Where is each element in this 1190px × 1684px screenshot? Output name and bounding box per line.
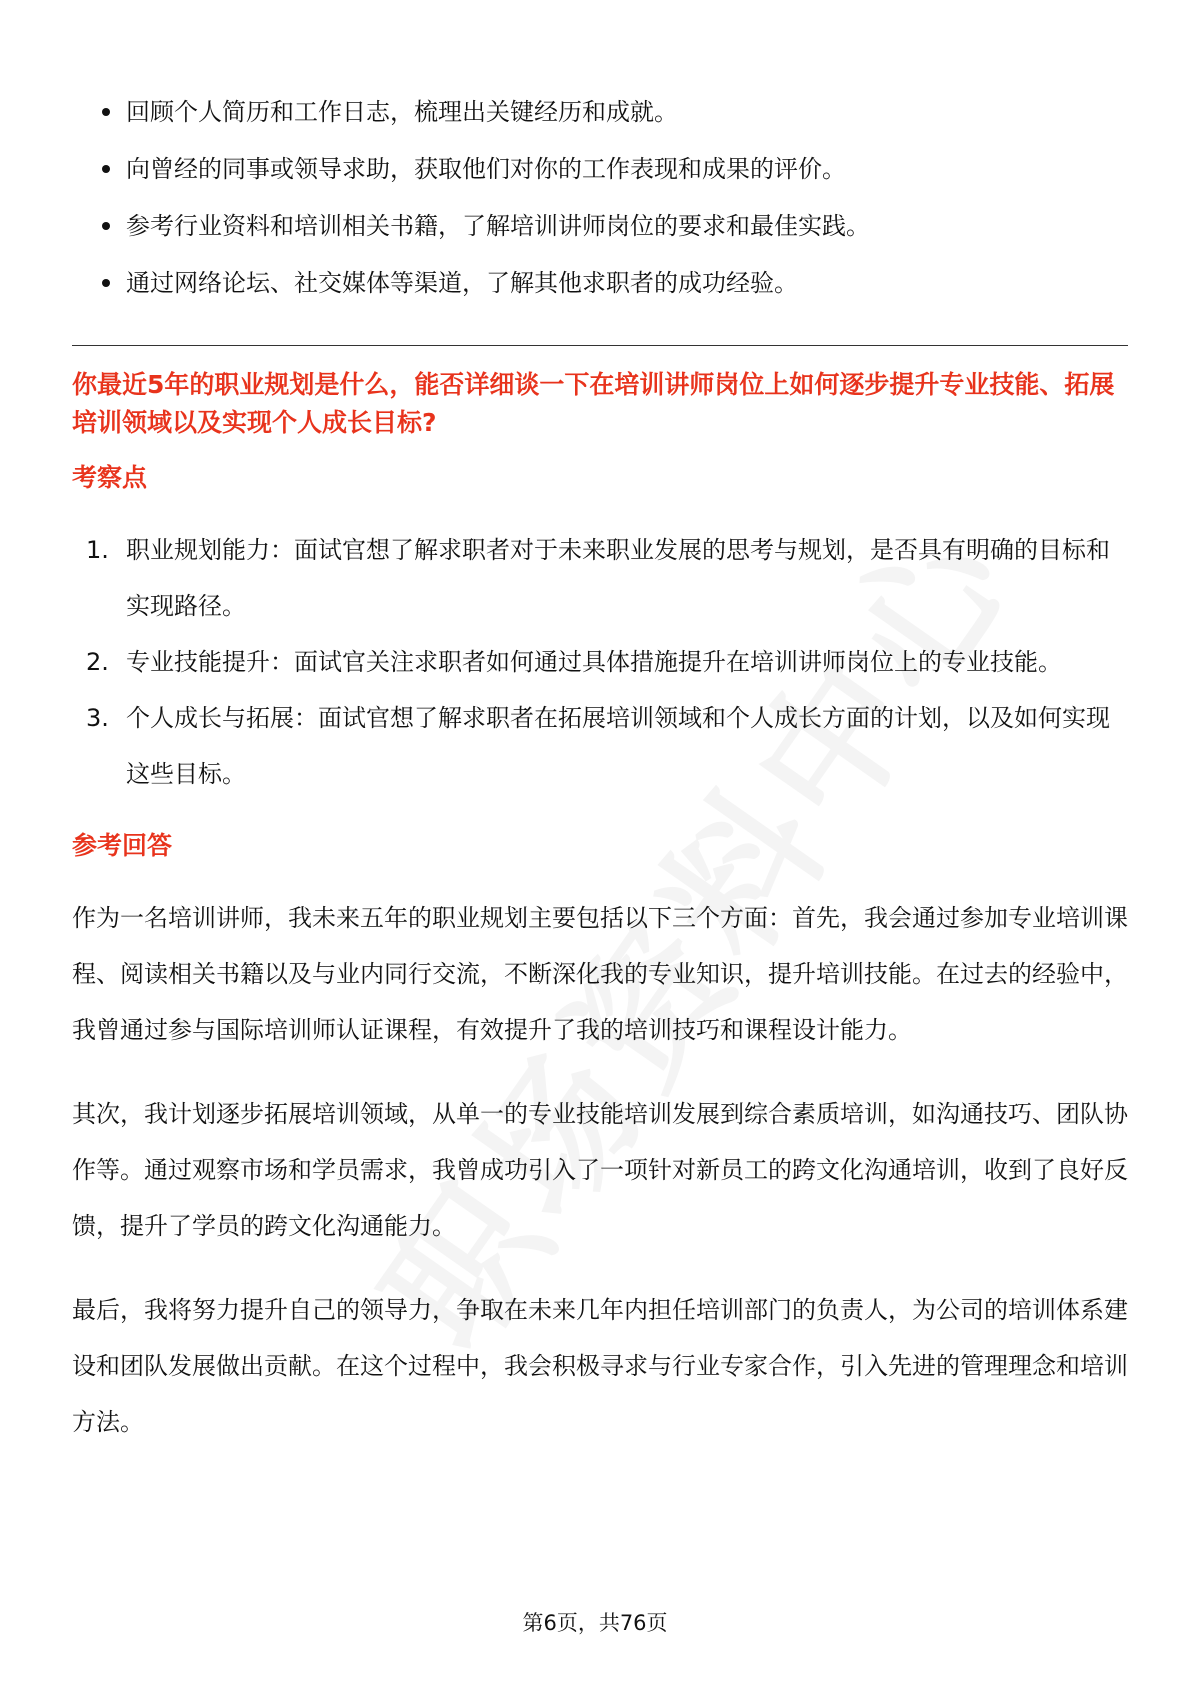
list-number: 1. — [86, 536, 109, 564]
bullet-dot-icon — [102, 279, 110, 287]
list-number: 2. — [86, 648, 109, 676]
list-item-text: 职业规划能力：面试官想了解求职者对于未来职业发展的思考与规划，是否具有明确的目标和实现路径。 — [126, 536, 1110, 620]
answer-paragraph: 作为一名培训讲师，我未来五年的职业规划主要包括以下三个方面：首先，我会通过参加专业培训课程、阅读相关书籍以及与业内同行交流，不断深化我的专业知识，提升培训技能。在过去的经验中，我曾通过参与国际培训师认证课程，有效提升了我的培训技巧和课程设计能力。 — [72, 904, 1128, 1044]
list-item-text: 向曾经的同事或领导求助，获取他们对你的工作表现和成果的评价。 — [126, 155, 846, 183]
list-item-text: 参考行业资料和培训相关书籍，了解培训讲师岗位的要求和最佳实践。 — [126, 212, 870, 240]
list-item — [72, 690, 1128, 802]
list-item-text: 个人成长与拓展：面试官想了解求职者在拓展培训领域和个人成长方面的计划，以及如何实现这些目标。 — [126, 704, 1110, 788]
section-divider — [72, 345, 1128, 346]
answer-paragraph: 最后，我将努力提升自己的领导力，争取在未来几年内担任培训部门的负责人，为公司的培训体系建设和团队发展做出贡献。在这个过程中，我会积极寻求与行业专家合作，引入先进的管理理念和培训方法。 — [72, 1296, 1128, 1436]
bullet-dot-icon — [102, 108, 110, 116]
interview-question: 你最近5年的职业规划是什么，能否详细谈一下在培训讲师岗位上如何逐步提升专业技能、拓展培训领域以及实现个人成长目标? — [72, 370, 1115, 437]
page-number: 第6页，共76页 — [522, 1611, 668, 1635]
list-item-text: 专业技能提升：面试官关注求职者如何通过具体措施提升在培训讲师岗位上的专业技能。 — [126, 648, 1062, 676]
bullet-list — [72, 95, 1128, 323]
list-item — [72, 95, 1128, 152]
list-item — [72, 266, 1128, 323]
bullet-dot-icon — [102, 222, 110, 230]
list-item — [72, 634, 1128, 690]
bullet-dot-icon — [102, 165, 110, 173]
answer-heading: 参考回答 — [72, 831, 173, 860]
page-content — [72, 95, 1128, 1450]
answer-paragraph: 其次，我计划逐步拓展培训领域，从单一的专业技能培训发展到综合素质培训，如沟通技巧、团队协作等。通过观察市场和学员需求，我曾成功引入了一项针对新员工的跨文化沟通培训，收到了良好反馈，提升了学员的跨文化沟通能力。 — [72, 1100, 1128, 1240]
list-item — [72, 209, 1128, 266]
points-list — [72, 522, 1128, 802]
list-number: 3. — [86, 704, 109, 732]
list-item-text: 回顾个人简历和工作日志，梳理出关键经历和成就。 — [126, 98, 678, 126]
list-item — [72, 152, 1128, 209]
list-item — [72, 522, 1128, 634]
points-heading: 考察点 — [72, 463, 148, 492]
list-item-text: 通过网络论坛、社交媒体等渠道，了解其他求职者的成功经验。 — [126, 269, 798, 297]
